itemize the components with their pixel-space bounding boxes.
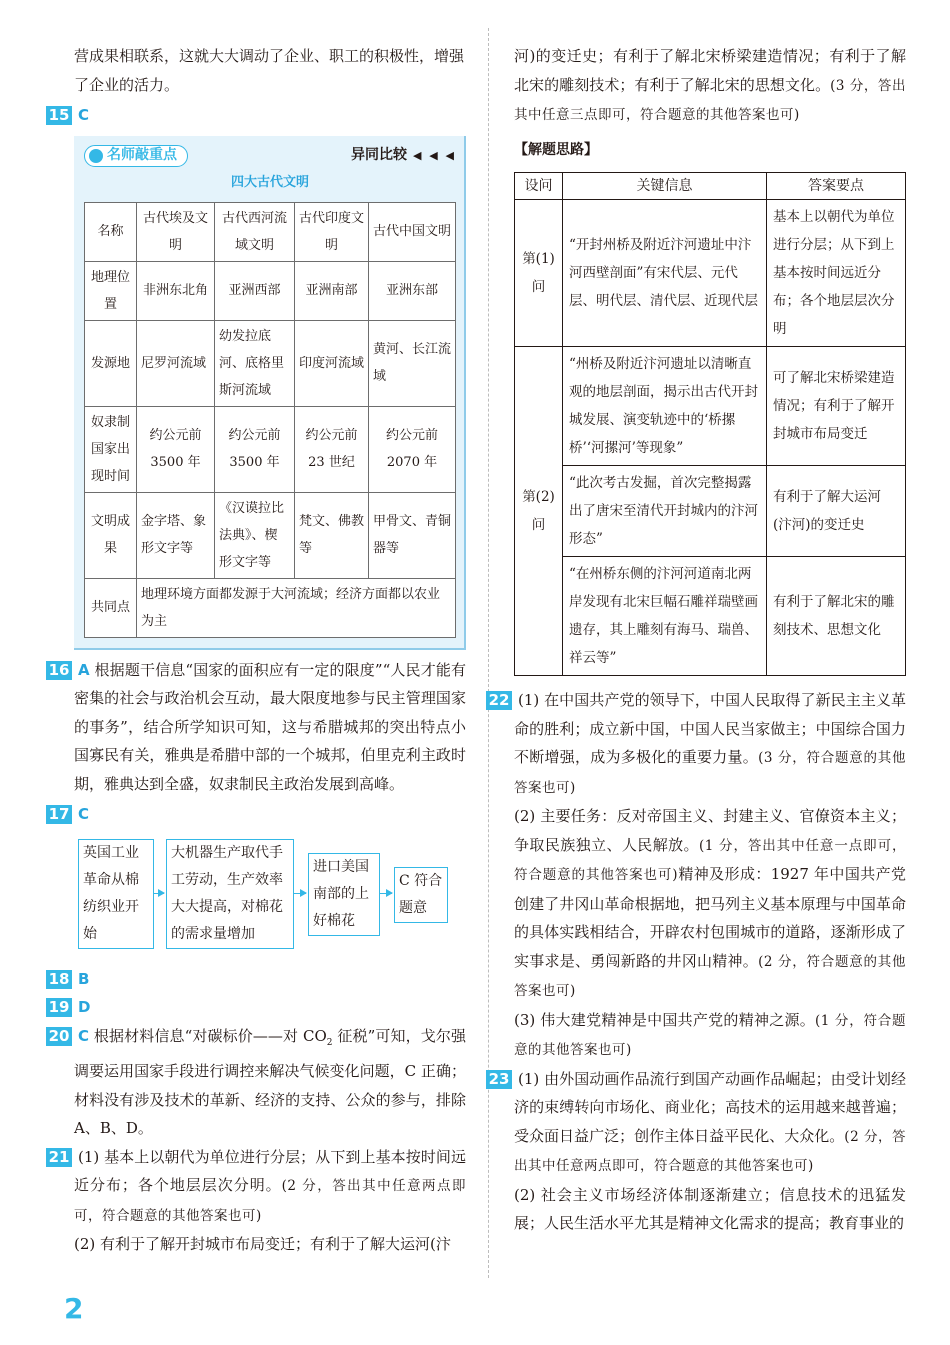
answer-paragraph: (2) 有利于了解开封城市布局变迁；有利于了解大运河(汴 bbox=[74, 1235, 451, 1253]
table-row: “此次考古发掘，首次完整揭露出了唐宋至清代开封城内的汴河形态” 有利于了解大运河(汴河)的变迁史 bbox=[515, 466, 906, 557]
flow-step: C 符合题意 bbox=[394, 867, 448, 923]
question-number: 22 bbox=[486, 691, 512, 710]
table-row: 文明成果 金字塔、象形文字等 《汉谟拉比法典》、楔形文字等 梵文、佛教等 甲骨文、青铜器等 bbox=[85, 492, 456, 578]
question-15 bbox=[48, 101, 466, 130]
table-row: 奴隶制国家出现时间 约公元前 3500 年 约公元前 3500 年 约公元前 23 世纪 约公元前 2070 年 bbox=[85, 406, 456, 492]
teacher-icon bbox=[89, 149, 103, 163]
table-row: 名称 古代埃及文明 古代西河流域文明 古代印度文明 古代中国文明 bbox=[85, 202, 456, 261]
flow-arrow-icon bbox=[294, 893, 306, 894]
answer-letter: C bbox=[78, 1026, 90, 1045]
table-row: 共同点 地理环境方面都发源于大河流域；经济方面都以农业为主 bbox=[85, 578, 456, 637]
column-divider bbox=[488, 28, 489, 1278]
table-header-row: 设问 关键信息 答案要点 bbox=[515, 173, 906, 200]
answer-letter: C bbox=[78, 805, 90, 823]
flow-step: 英国工业革命从棉纺织业开始 bbox=[78, 839, 154, 949]
answer-letter: A bbox=[78, 660, 90, 679]
table-row: 第(1)问 “开封州桥及附近汴河遗址中汴河西壁剖面”有宋代层、元代层、明代层、清代层、近现代层 基本上以朝代为单位进行分层；从下到上基本按时间远近分布；各个地层层次分明 bbox=[515, 200, 906, 347]
scoring-note: (2 分，答出其中任意两点即可，符合题意的其他答案也可) bbox=[514, 1128, 906, 1174]
table-row: 第(2)问 “州桥及附近汴河遗址以清晰直观的地层剖面，揭示出古代开封城发展、演变轨迹中的‘桥摞桥’‘河摞河’等现象” 可了解北宋桥梁建造情况；有利于了解开封城市布局变迁 bbox=[515, 347, 906, 466]
explanation-text: 根据题干信息“国家的面积应有一定的限度”“人民才能有密集的社会与政治机会互动，最大限度地参与民主管理国家的事务”，结合所学知识可知，这与希腊城邦的突出特点小国寡民有关，雅典是希腊中部的一个城邦，伯里克利主政时期，雅典达到全盛，奴隶制民主政治发展到高峰。 bbox=[74, 660, 466, 793]
page-number: 2 bbox=[64, 1292, 84, 1325]
scoring-note: (1 分，答出其中任意一点即可，符合题意的其他答案也可) bbox=[514, 837, 906, 883]
right-column bbox=[488, 0, 906, 1238]
answer-letter: D bbox=[78, 998, 91, 1016]
scoring-note: (2 分，符合题意的其他答案也可) bbox=[514, 953, 906, 999]
question-number: 20 bbox=[46, 1027, 72, 1046]
answer-paragraph: (2) 社会主义市场经济体制逐渐建立；信息技术的迅猛发展；人民生活水平尤其是精神文化需求的提高；教育事业的 bbox=[514, 1185, 906, 1232]
question-22: 22 (1) 在中国共产党的领导下，中国人民取得了新民主主义革命的胜利；成立新中国，中国人民当家做主；中国综合国力不断增强，成为多极化的重要力量。(3 分，符合题意的其他答案也可) bbox=[514, 686, 906, 802]
key-points-box bbox=[74, 136, 466, 650]
continued-answer: 河)的变迁史；有利于了解北宋桥梁建造情况；有利于了解北宋的雕刻技术；有利于了解北宋的思想文化。(3 分，答出其中任意三点即可，符合题意的其他答案也可) bbox=[514, 47, 906, 123]
cause-flow-diagram bbox=[74, 835, 466, 955]
scoring-note: (2 分，答出其中任意两点即可，符合题意的其他答案也可) bbox=[74, 1178, 466, 1224]
question-20: 20 C 根据材料信息“对碳标价——对 $CO_2$ 征税”可知，戈尔强调要运用国家手段进行调控来解决气候变化问题，C 正确；材料没有涉及技术的革新、经济的支持、公众的参与，排除 A、B、D。 bbox=[74, 1022, 466, 1143]
question-17 bbox=[48, 800, 466, 829]
question-number: 15 bbox=[46, 106, 72, 125]
question-23: 23 (1) 由外国动画作品流行到国产动画作品崛起；由受计划经济的束缚转向市场化、商业化；高技术的运用越来越普遍；受众面日益广泛；创作主体日益平民化、大众化。(2 分，答出其中任意两点即可，符合题意的其他答案也可) bbox=[514, 1065, 906, 1181]
scoring-note: (3 分，符合题意的其他答案也可) bbox=[514, 750, 906, 796]
table-row: “在州桥东侧的汴河河道南北两岸发现有北宋巨幅石雕祥瑞壁画遗存，其上雕刻有海马、瑞兽、祥云等” 有利于了解北宋的雕刻技术、思想文化 bbox=[515, 557, 906, 676]
table-row: 发源地 尼罗河流域 幼发拉底河、底格里斯河流域 印度河流域 黄河、长江流域 bbox=[85, 320, 456, 406]
question-number: 23 bbox=[486, 1070, 512, 1089]
question-number: 21 bbox=[46, 1148, 72, 1167]
key-points-badge: 名师敲重点 bbox=[84, 145, 188, 167]
question-16 bbox=[48, 656, 466, 799]
civilizations-table bbox=[84, 202, 456, 638]
intro-line-2: 了企业的活力。 bbox=[74, 75, 180, 94]
scoring-note: (3 分，答出其中任意三点即可，符合题意的其他答案也可) bbox=[514, 77, 906, 123]
answer-letter: C bbox=[78, 106, 90, 124]
key-points-subtitle: 异同比较 ◀ ◀ ◀ bbox=[350, 146, 456, 163]
flow-step: 大机器生产取代手工劳动，生产效率大大提高，对棉花的需求量增加 bbox=[166, 839, 294, 949]
question-number: 18 bbox=[46, 970, 72, 989]
answer-letter: B bbox=[78, 969, 90, 988]
solution-approach-label: 【解题思路】 bbox=[514, 141, 598, 158]
question-19 bbox=[48, 993, 466, 1022]
table-row: 地理位置 非洲东北角 亚洲西部 亚洲南部 亚洲东部 bbox=[85, 261, 456, 320]
intro-line-1: 营成果相联系，这就大大调动了企业、职工的积极性，增强 bbox=[74, 47, 465, 65]
flow-arrow-icon bbox=[380, 893, 392, 894]
scoring-note: (1 分，符合题意的其他答案也可) bbox=[514, 1012, 906, 1058]
question-number: 19 bbox=[46, 998, 72, 1017]
question-number: 16 bbox=[46, 661, 72, 680]
question-18 bbox=[48, 965, 466, 994]
question-number: 17 bbox=[46, 805, 72, 824]
left-column bbox=[48, 0, 466, 1259]
left-arrows-icon: ◀ ◀ ◀ bbox=[412, 148, 456, 162]
question-21: 21 (1) 基本上以朝代为单位进行分层；从下到上基本按时间远近分布；各个地层层次分明。(2 分，答出其中任意两点即可，符合题意的其他答案也可) bbox=[74, 1143, 466, 1231]
answer-paragraph: (2) 主要任务：反对帝国主义、封建主义、官僚资本主义；争取民族独立、人民解放。(1 分，答出其中任意一点即可，符合题意的其他答案也可)精神及形成：1927 年中国共产党创建了井冈山革命根据地，把马列主义基本原理与中国革命的具体实践相结合，开辟农村包围城市的道路，逐渐形成了实事求是、勇闯新路的井冈山精神。(2 分，符合题意的其他答案也可) bbox=[514, 807, 906, 999]
table-title: 四大古代文明 bbox=[230, 174, 309, 190]
solution-table bbox=[514, 172, 906, 676]
answer-paragraph: (3) 伟大建党精神是中国共产党的精神之源。(1 分，符合题意的其他答案也可) bbox=[514, 1010, 906, 1058]
flow-arrow-icon bbox=[154, 893, 164, 894]
flow-step: 进口美国南部的上好棉花 bbox=[308, 853, 380, 936]
